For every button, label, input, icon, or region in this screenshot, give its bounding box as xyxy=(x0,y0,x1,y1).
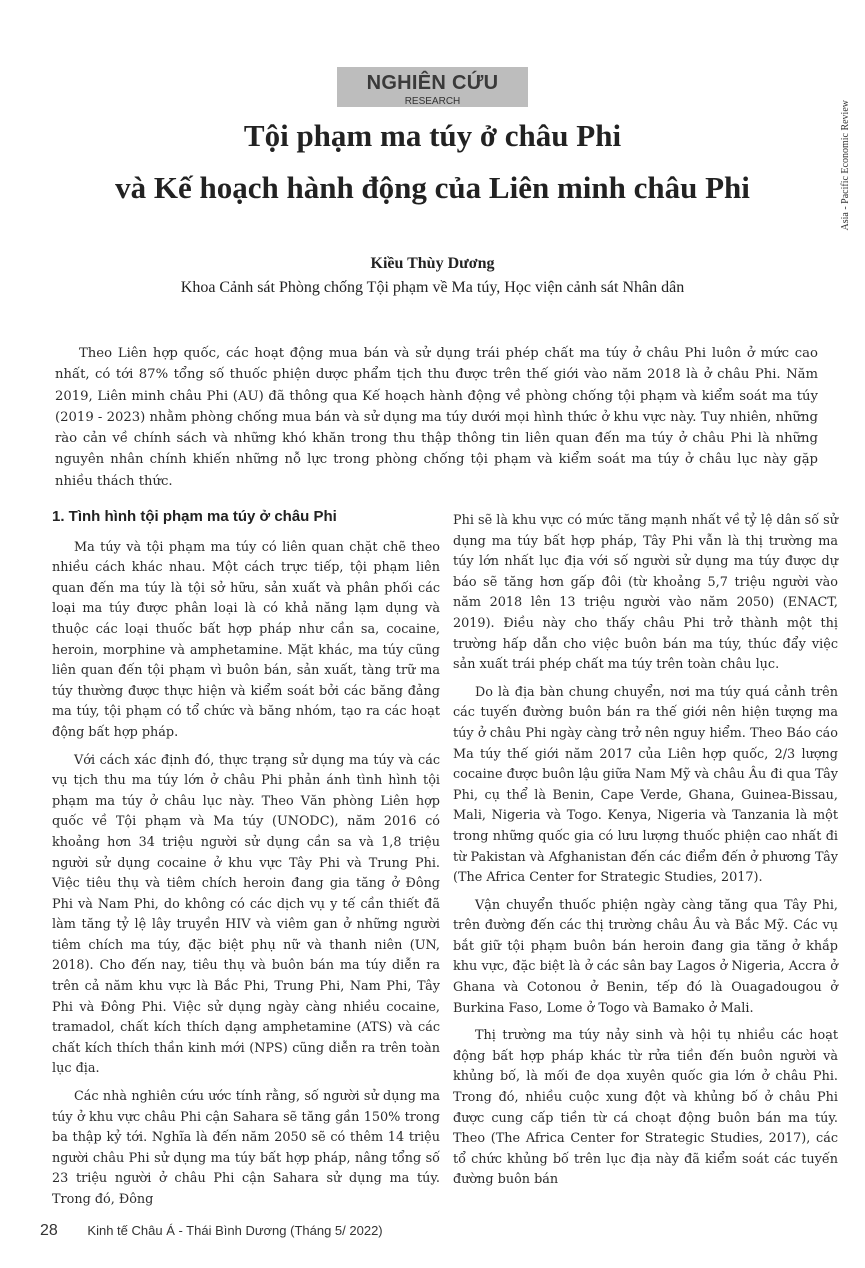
paragraph: Các nhà nghiên cứu ước tính rằng, số người sử dụng ma túy ở khu vực châu Phi cận Sahara sẽ tăng gần 150% trong ba thập kỷ tới. Nghĩa là đến năm 2050 sẽ có thêm 14 triệu người châu Phi sử dụng ma túy bất hợp pháp, nâng tổng số 23 triệu người ở châu Phi cận Sahara sử dụng ma túy. Trong đó, Đông xyxy=(52,1089,440,1207)
abstract: Theo Liên hợp quốc, các hoạt động mua bán và sử dụng trái phép chất ma túy ở châu Phi luôn ở mức cao nhất, có tới 87% tổng số thuốc phiện dược phẩm tịch thu được trên thế giới vào năm 2018 là ở châu Phi. Năm 2019, Liên minh châu Phi (AU) đã thông qua Kế hoạch hành động về phòng chống tội phạm và kiểm soát ma túy (2019 - 2023) nhằm phòng chống mua bán và sử dụng ma túy dưới mọi hình thức ở khu vực này. Tuy nhiên, những rào cản về chính sách và những khó khăn trong thu thập thông tin liên quan đến ma túy ở châu Phi là những nguyên nhân chính khiến những nỗ lực trong phòng chống tội phạm và kiểm soát ma túy ở châu lục này gặp nhiều thách thức. xyxy=(55,346,818,489)
author-name: Kiều Thùy Dương xyxy=(370,255,495,272)
right-column xyxy=(453,511,838,1198)
author-affiliation: Khoa Cảnh sát Phòng chống Tội phạm về Ma túy, Học viện cảnh sát Nhân dân xyxy=(180,279,685,296)
article-title-line2: và Kế hoạch hành động của Liên minh châu Phi xyxy=(115,170,750,205)
paragraph: Ma túy và tội phạm ma túy có liên quan chặt chẽ theo nhiều cách khác nhau. Một cách trực tiếp, tội phạm liên quan đến ma túy là tội sở hữu, sản xuất và phân phối các loại ma túy được phân loại là có khả năng lạm dụng và thuộc các loại thuốc bất hợp pháp như cần sa, cocaine, heroin, morphine và amphetamine. Mặt khác, ma túy cũng liên quan đến tội phạm vì buôn bán, sản xuất, tàng trữ ma túy thường được thực hiện và kiểm soát bởi các băng đảng ma túy, tội phạm có tổ chức và băng nhóm, tạo ra các hoạt động bất hợp pháp. xyxy=(52,539,440,740)
footer-journal: Kinh tế Châu Á - Thái Bình Dương (Tháng 5/ 2022) xyxy=(87,1223,383,1238)
paragraph: Thị trường ma túy nảy sinh và hội tụ nhiều các hoạt động bất hợp pháp khác từ rửa tiền đến buôn người và khủng bố, là mối đe dọa xuyên quốc gia lớn ở châu Phi. Trong đó, nhiều cuộc xung đột và khủng bố ở châu Phi được cung cấp tiền từ cá choạt động buôn bán ma túy. Theo (The Africa Center for Strategic Studies, 2017), các tổ chức khủng bố trên lục địa này đã kiểm soát các tuyến đường buôn bán xyxy=(453,1028,838,1188)
section-label: NGHIÊN CỨU xyxy=(366,72,499,94)
section-heading: 1. Tình hình tội phạm ma túy ở châu Phi xyxy=(52,508,337,525)
section-band xyxy=(337,67,528,107)
left-column xyxy=(52,507,440,1218)
page-number: 28 xyxy=(40,1222,58,1239)
section-sublabel: RESEARCH xyxy=(404,96,461,107)
paragraph: Phi sẽ là khu vực có mức tăng mạnh nhất về tỷ lệ dân số sử dụng ma túy bất hợp pháp, Tây Phi vẫn là thị trường ma túy lớn nhất lục địa với số người sử dụng ma túy được dự báo sẽ tăng hơn gấp đôi (từ khoảng 5,7 triệu người vào năm 2018 lên 13 triệu người vào năm 2050) (ENACT, 2019). Điều này cho thấy châu Phi trở thành một thị trường hấp dẫn cho việc buôn bán ma túy, thúc đẩy việc sản xuất trái phép chất ma túy trên toàn châu lục. xyxy=(453,513,838,673)
page-footer xyxy=(40,1222,383,1240)
paragraph: Do là địa bàn chung chuyển, nơi ma túy quá cảnh trên các tuyến đường buôn bán ra thế giới nên hiện tượng ma túy ở châu Phi ngày càng trở nên nguy hiểm. Theo Báo cáo Ma túy thế giới năm 2017 của Liên hợp quốc, 2/3 lượng cocaine được buôn lậu giữa Nam Mỹ và châu Âu đi qua Tây Phi, cụ thể là Benin, Cape Verde, Ghana, Guinea-Bissau, Mali, Nigeria và Togo. Kenya, Nigeria và Tanzania là một trong những quốc gia có lưu lượng thuốc phiện cao nhất đi từ Pakistan và Afghanistan đến các điểm đến ở phương Tây (The Africa Center for Strategic Studies, 2017). xyxy=(453,684,838,886)
paragraph: Vận chuyển thuốc phiện ngày càng tăng qua Tây Phi, trên đường đến các thị trường châu Âu và Bắc Mỹ. Các vụ bắt giữ tội phạm buôn bán heroin đang gia tăng ở khắp khu vực, đặc biệt là ở các sân bay Lagos ở Nigeria, Accra ở Ghana và Cotonou ở Benin, tếp đó là Ouagadougou ở Burkina Faso, Lome ở Togo và Bamako ở Mali. xyxy=(453,897,838,1016)
paragraph: Với cách xác định đó, thực trạng sử dụng ma túy và các vụ tịch thu ma túy lớn ở châu Phi phản ánh tình hình tội phạm ma túy ở châu lục này. Theo Văn phòng Liên hợp quốc về Tội phạm và Ma túy (UNODC), năm 2016 có khoảng hơn 34 triệu người sử dụng cần sa và 1,8 triệu người sử dụng cocaine ở khu vực Tây Phi và Trung Phi. Việc tiêu thụ và tiêm chích heroin đang gia tăng ở Đông Phi và Nam Phi, do không có các dịch vụ y tế cần thiết đã làm tăng tỷ lệ lây truyền HIV và viêm gan ở những người tiêm chích ma túy, đặc biệt phụ nữ và thanh niên (UN, 2018). Cho đến nay, tiêu thụ và buôn bán ma túy diễn ra trên cả năm khu vực là Bắc Phi, Trung Phi, Nam Phi, Tây Phi và Đông Phi. Việc sử dụng ngày càng nhiều cocaine, tramadol, chất kích thích dạng amphetamine (ATS) và các chất kích thích thần kinh mới (NPS) cũng diễn ra trên toàn lục địa. xyxy=(52,752,440,1077)
journal-side-label: Asia - Pacific Economic Review xyxy=(840,100,851,231)
article-title-line1: Tội phạm ma túy ở châu Phi xyxy=(243,118,622,153)
